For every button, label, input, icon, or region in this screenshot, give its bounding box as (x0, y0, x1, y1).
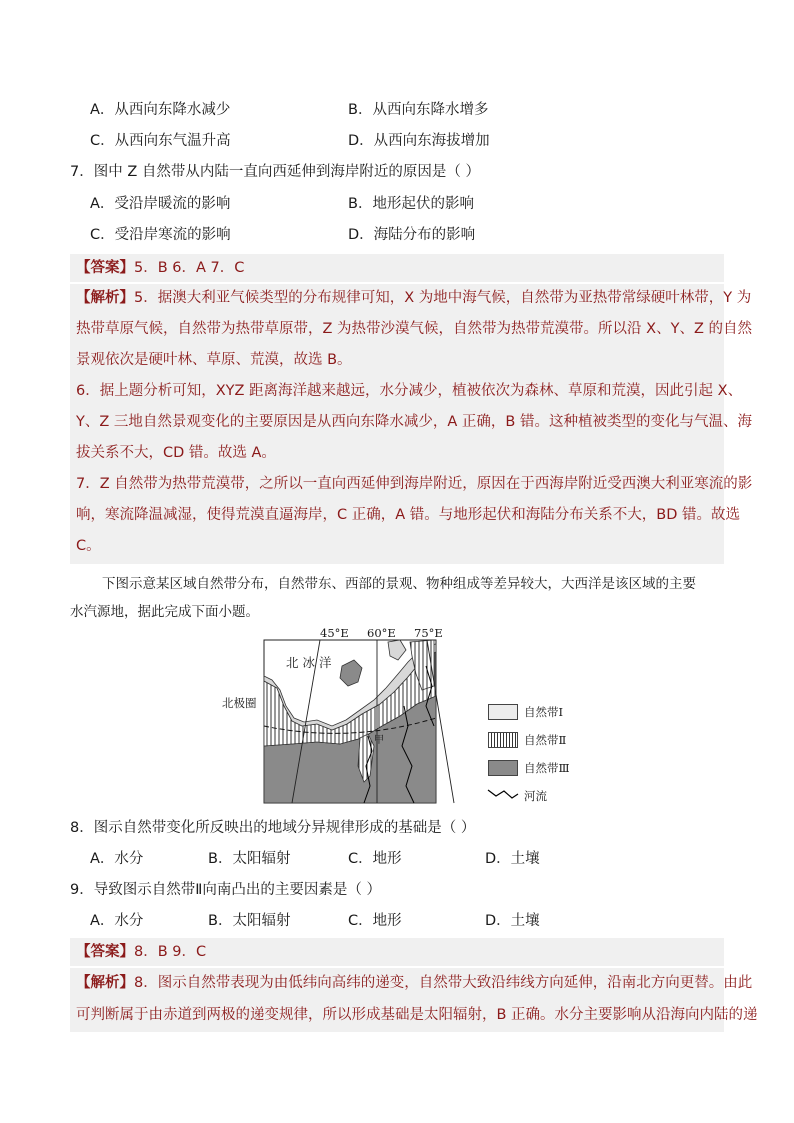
q6-option-a: A．从西向东降水减少 (90, 102, 231, 118)
analysis-tag: 【解析】 (76, 975, 134, 991)
arctic-circle-label: 北极圈 (222, 696, 257, 710)
q8-option-c: C．地形 (348, 851, 402, 867)
legend-label-zone-i: 自然带Ⅰ (524, 705, 564, 719)
answer-tag: 【答案】 (76, 944, 134, 960)
answer-tag: 【答案】 (76, 260, 134, 276)
q8-option-d: D．土壤 (485, 851, 540, 867)
q6-option-c: C．从西向东气温升高 (90, 133, 231, 149)
q7-option-b: B．地形起伏的影响 (348, 196, 474, 212)
legend-swatch-river (486, 786, 520, 802)
answer-block-1 (70, 254, 724, 282)
ocean-label: 北 冰 洋 (286, 655, 332, 670)
analysis-line: 8．图示自然带表现为由低纬向高纬的递变，自然带大致沿纬线方向延伸，沿南北方向更替。由此 (134, 975, 753, 991)
place-label-jia: 甲 (374, 735, 384, 746)
q8-stem: 8．图示自然带变化所反映出的地域分异规律形成的基础是（ ） (70, 820, 476, 836)
legend-label-zone-ii: 自然带Ⅱ (524, 733, 567, 747)
lon-label-75e: 75°E (414, 626, 443, 640)
q8-option-a: A．水分 (90, 851, 144, 867)
legend-label-river: 河流 (524, 789, 547, 803)
analysis-line: C。 (76, 538, 101, 554)
analysis-line: 景观依次是硬叶林、草原、荒漠，故选 B。 (76, 352, 352, 368)
legend-swatch-zone-iii (488, 760, 518, 776)
intro-line-2: 水汽源地，据此完成下面小题。 (70, 604, 259, 620)
intro-line-1: 下图示意某区域自然带分布，自然带东、西部的景观、物种组成等差异较大，大西洋是该区域的主要 (102, 576, 696, 592)
q7-stem: 7．图中 Z 自然带从内陆一直向西延伸到海岸附近的原因是（ ） (70, 164, 480, 180)
legend-swatch-zone-i (488, 704, 518, 720)
analysis-line: Y、Z 三地自然景观变化的主要原因是从西向东降水减少，A 正确，B 错。这种植被类型的变化与气温、海 (76, 414, 752, 430)
answer-text: 8．B 9．C (134, 944, 207, 960)
legend-label-zone-iii: 自然带Ⅲ (524, 761, 570, 775)
lon-label-45e: 45°E (320, 626, 349, 640)
answer-block-2 (70, 938, 724, 966)
q6-option-b: B．从西向东降水增多 (348, 102, 489, 118)
analysis-line: 7．Z 自然带为热带荒漠带，之所以一直向西延伸到海岸附近，原因在于西海岸附近受西澳大利亚寒流的影 (76, 476, 753, 492)
analysis-line: 5．据澳大利亚气候类型的分布规律可知，X 为地中海气候，自然带为亚热带常绿硬叶林带，Y 为 (134, 290, 752, 306)
analysis-line: 热带草原气候，自然带为热带草原带，Z 为热带沙漠气候，自然带为热带荒漠带。所以沿 X、Y、Z 的自然 (76, 321, 752, 337)
q9-option-b: B．太阳辐射 (208, 913, 291, 929)
q7-option-a: A．受沿岸暖流的影响 (90, 196, 231, 212)
q7-option-c: C．受沿岸寒流的影响 (90, 227, 231, 243)
q9-option-a: A．水分 (90, 913, 144, 929)
q9-stem: 9．导致图示自然带Ⅱ向南凸出的主要因素是（ ） (70, 882, 381, 898)
analysis-line: 可判断属于由赤道到两极的递变规律，所以形成基础是太阳辐射，B 正确。水分主要影响从沿海向内陆的递 (76, 1007, 758, 1023)
map-figure (222, 626, 570, 806)
q9-option-c: C．地形 (348, 913, 402, 929)
analysis-line: 拔关系不大，CD 错。故选 A。 (76, 445, 276, 461)
q6-option-d: D．从西向东海拔增加 (348, 133, 490, 149)
q9-option-d: D．土壤 (485, 913, 540, 929)
analysis-line: 6．据上题分析可知，XYZ 距离海洋越来越远，水分减少，植被依次为森林、草原和荒漠，因此引起 X、 (76, 383, 743, 399)
analysis-tag: 【解析】 (76, 290, 134, 306)
analysis-block-1 (70, 284, 753, 564)
legend-swatch-zone-ii (488, 732, 518, 748)
q8-option-b: B．太阳辐射 (208, 851, 291, 867)
lon-label-60e: 60°E (367, 626, 396, 640)
q7-option-d: D．海陆分布的影响 (348, 227, 476, 243)
analysis-block-2 (70, 968, 758, 1032)
answer-text: 5．B 6．A 7．C (134, 260, 245, 276)
analysis-line: 响，寒流降温减湿，使得荒漠直逼海岸，C 正确，A 错。与地形起伏和海陆分布关系不大，BD 错。故选 (76, 507, 740, 523)
